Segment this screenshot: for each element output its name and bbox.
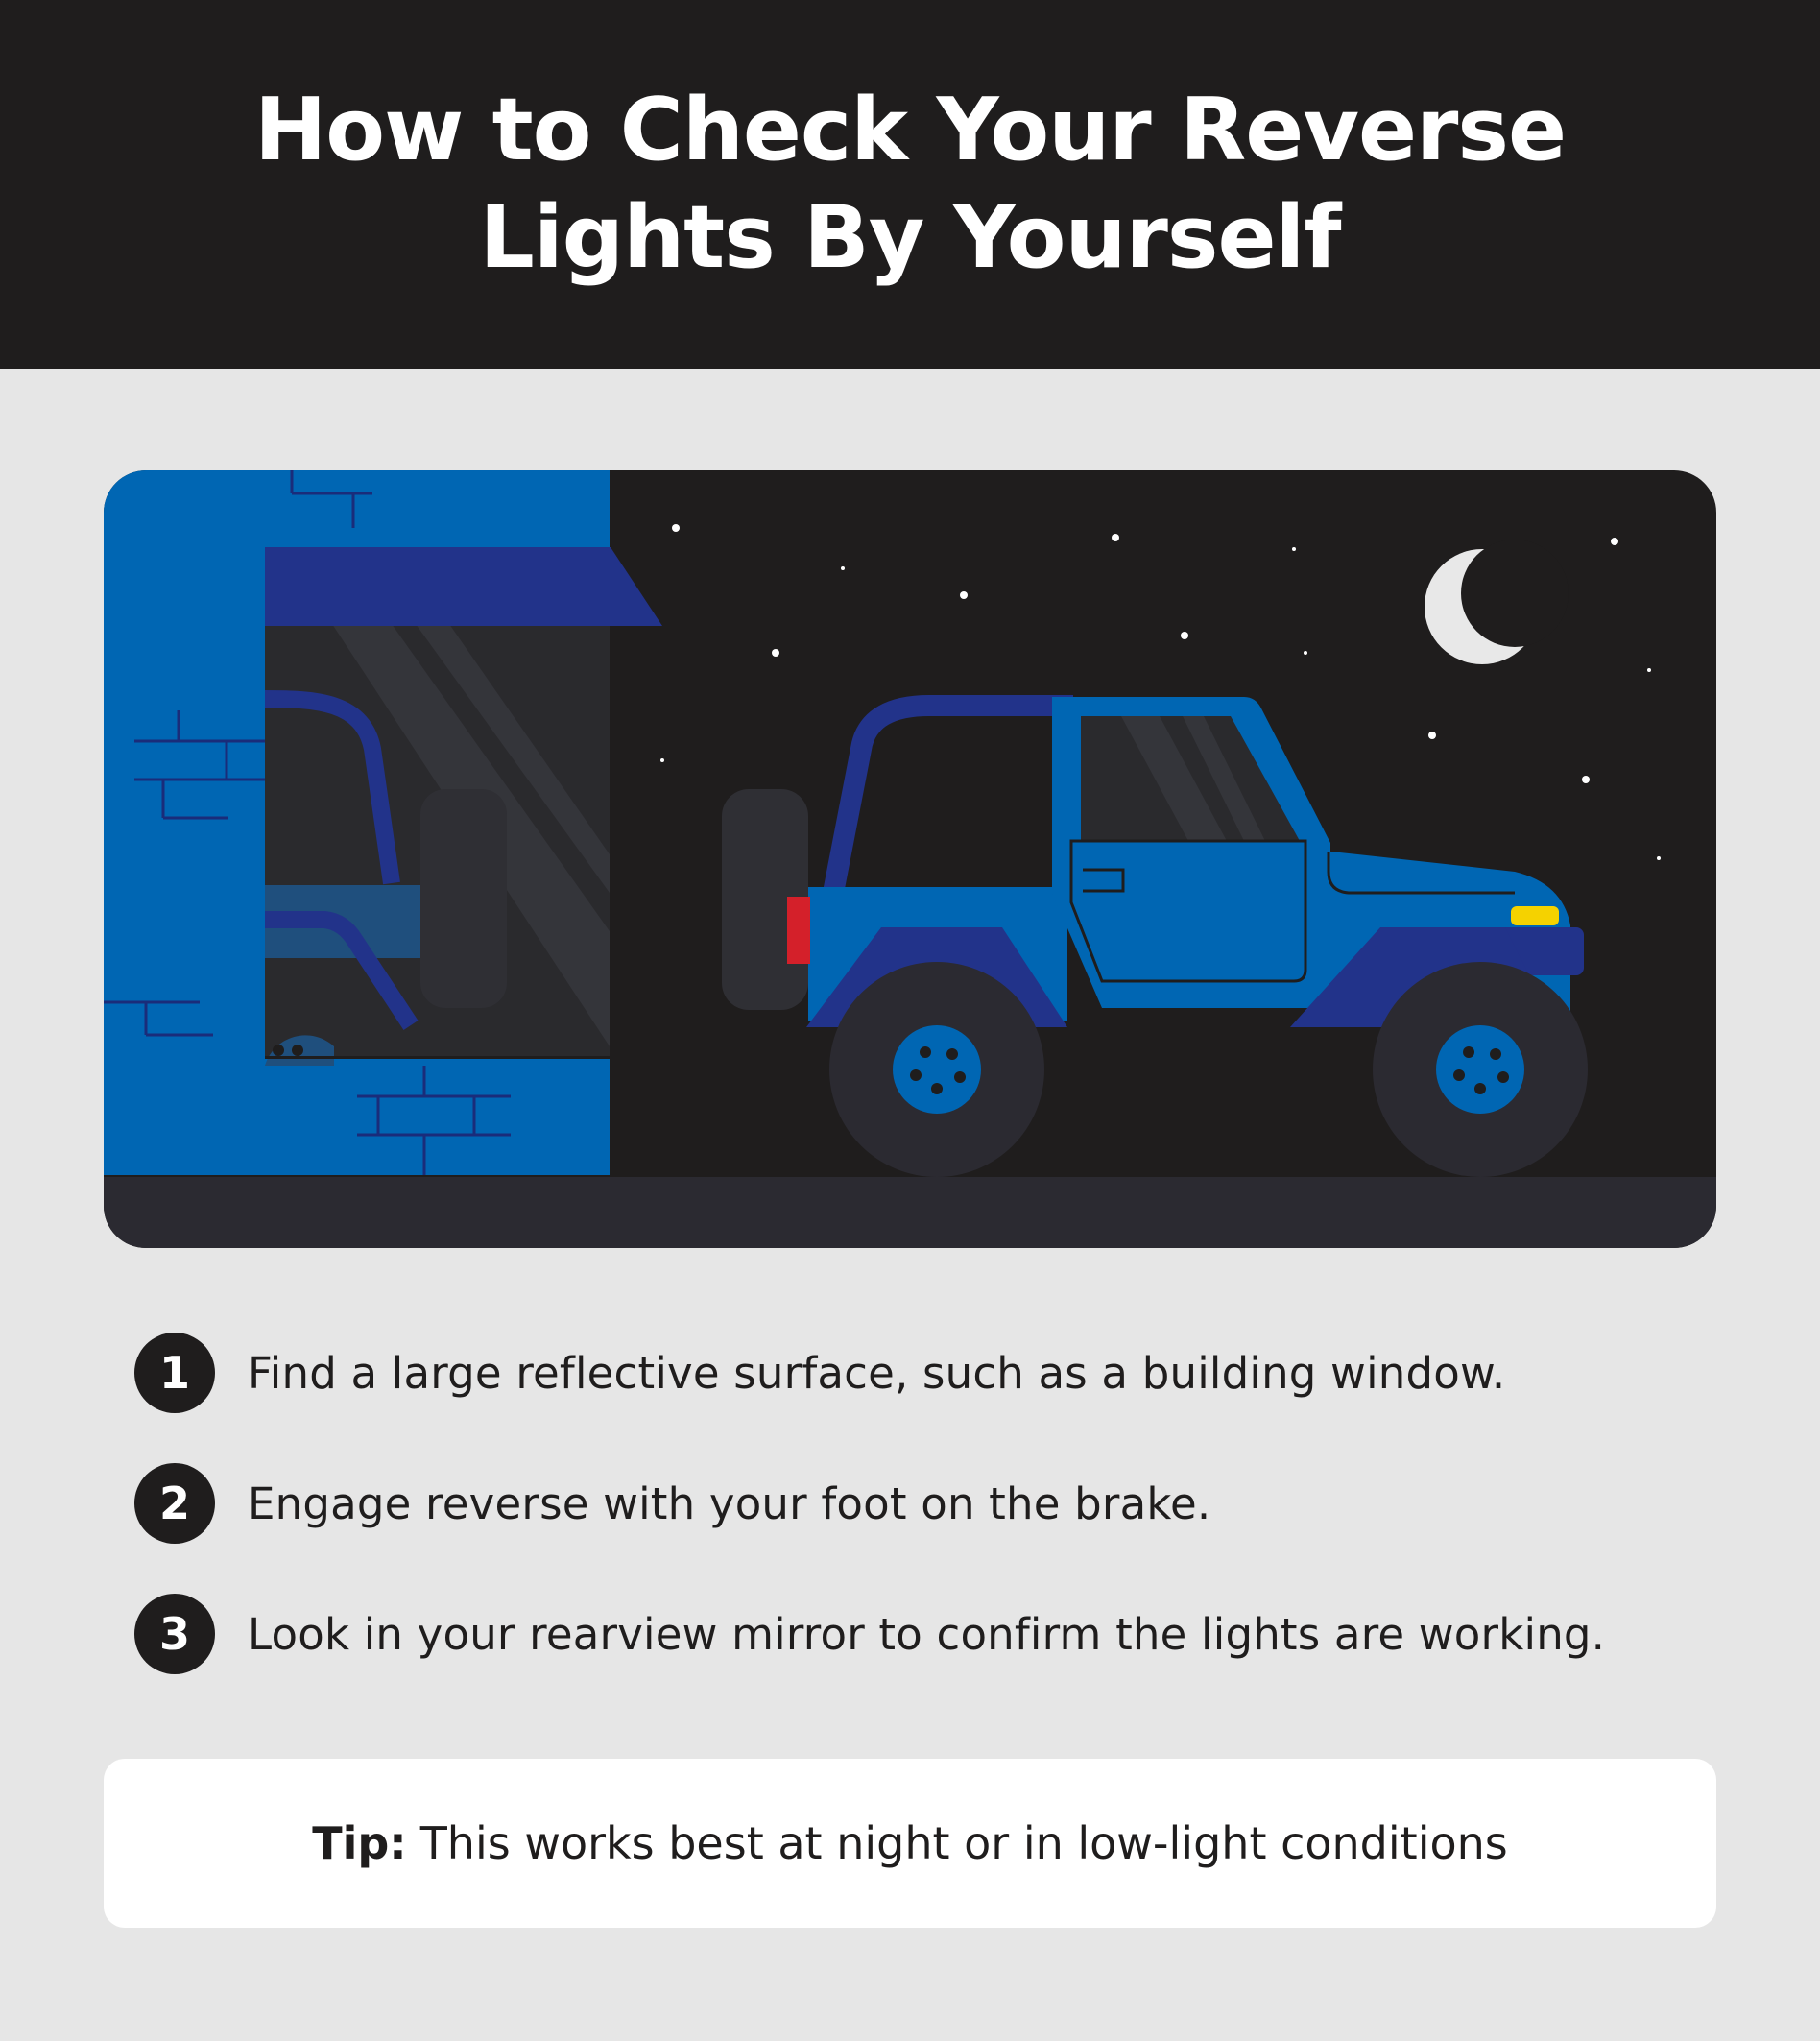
reverse-light <box>787 897 810 964</box>
step-item <box>134 1594 1718 1674</box>
building-window <box>265 624 610 1066</box>
illustration-panel <box>104 470 1716 1248</box>
tip-text: This works best at night or in low-light conditions <box>419 1817 1508 1869</box>
road <box>104 1177 1716 1248</box>
steps-list <box>134 1333 1718 1724</box>
night-scene-illustration <box>104 470 1716 1248</box>
page-title: How to Check Your Reverse Lights By Yourself <box>253 80 1567 288</box>
step-text: Find a large reflective surface, such as a building window. <box>248 1347 1506 1399</box>
step-text: Look in your rearview mirror to confirm the lights are working. <box>248 1608 1606 1660</box>
step-text: Engage reverse with your foot on the brake. <box>248 1477 1211 1529</box>
window-awning <box>265 547 662 626</box>
tip-box <box>104 1759 1716 1928</box>
front-wheel <box>1373 962 1588 1177</box>
step-item <box>134 1463 1718 1544</box>
headlight <box>1511 906 1559 925</box>
step-number-badge: 1 <box>134 1333 215 1413</box>
rear-wheel <box>829 962 1044 1177</box>
step-number-badge: 2 <box>134 1463 215 1544</box>
step-item <box>134 1333 1718 1413</box>
step-number-badge: 3 <box>134 1594 215 1674</box>
header-banner <box>0 0 1820 369</box>
tip-label: Tip: <box>312 1817 407 1869</box>
